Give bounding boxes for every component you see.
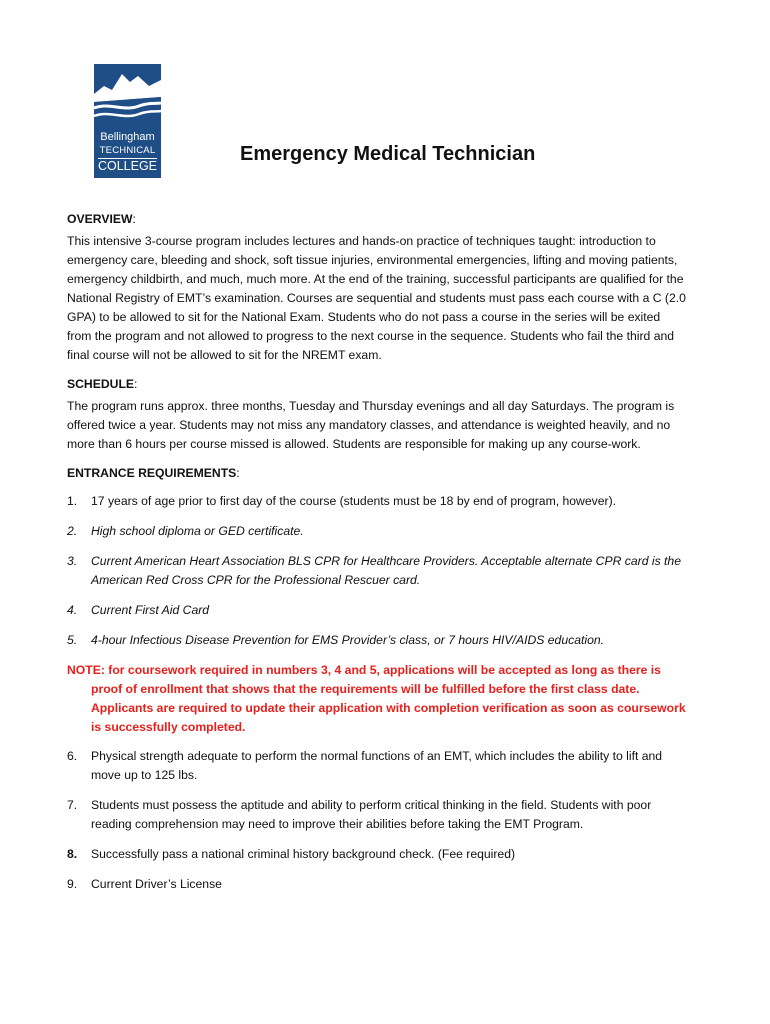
list-item-text: Current First Aid Card [91,603,210,617]
list-item [67,552,687,590]
list-item-number: 1. [67,494,78,508]
logo-text-bellingham: Bellingham [100,131,155,143]
overview-text: This intensive 3-course program includes lectures and hands-on practice of techniques taught: introduction to emergency care, bleeding and shock, soft tissue injuries, environmental emergencies, lifting and moving patients, emergency childbirth, and much, much more. At the end of the training, successful participants are qualified for the National Registry of EMT’s examination. Courses are sequential and students must pass each course with a C (2.0 GPA) to be allowed to sit for the National Exam. Students who do not pass a course in the series will be exited from the program and not allowed to progress to the next course in the sequence. Students who fail the third and final course will not be allowed to sit for the NREMT exam. [67,234,686,362]
document-body [67,210,687,905]
list-item [67,845,687,864]
list-item-text: Students must possess the aptitude and ability to perform critical thinking in the field. Students with poor reading comprehension may need to improve their abilities before taking the EMT Program. [91,798,652,831]
list-item-number: 4. [67,603,78,617]
list-item-number: 8. [67,847,78,861]
list-item-number: 2. [67,524,78,538]
overview-heading: OVERVIEW: [67,212,136,226]
list-item-number: 3. [67,554,78,568]
list-item [67,522,687,541]
logo-text-college [94,160,161,173]
list-item-text: Physical strength adequate to perform the normal functions of an EMT, which includes the ability to lift and move up to 125 lbs. [91,749,663,782]
list-item [67,631,687,650]
schedule-text: The program runs approx. three months, Tuesday and Thursday evenings and all day Saturdays. The program is offered twice a year. Students may not miss any mandatory classes, and attendance is weighted heavily, and no more than 6 hours per course missed is allowed. Students are responsible for making up any course-work. [67,399,675,451]
list-item-number: 7. [67,798,78,812]
list-item-number: 9. [67,877,78,891]
overview-heading-label: OVERVIEW [67,212,133,226]
logo-text-technical: TECHNICAL [99,145,156,156]
list-item-text: High school diploma or GED certificate. [91,524,304,538]
list-item [67,796,687,834]
list-item [67,601,687,620]
list-item [67,875,687,894]
logo-text-college-label: COLLEGE [97,159,158,173]
college-logo [94,64,161,178]
list-item-number: 5. [67,633,78,647]
list-item [67,747,687,785]
list-item-text: 17 years of age prior to first day of the course (students must be 18 by end of program, however). [91,494,617,508]
schedule-heading: SCHEDULE: [67,377,138,391]
schedule-heading-label: SCHEDULE [67,377,135,391]
list-item-text: 4-hour Infectious Disease Prevention for EMS Provider’s class, or 7 hours HIV/AIDS education. [91,633,605,647]
requirements-heading: ENTRANCE REQUIREMENTS: [67,466,240,480]
list-item-number: 6. [67,749,78,763]
enrollment-note: NOTE: for coursework required in numbers 3, 4 and 5, applications will be accepted as long as there is proof of enrollment that shows that the requirements will be fulfilled before the first class date. Applicants are required to update their application with completion verification as soon as coursework is successfully completed. [67,663,686,734]
list-item [67,492,687,511]
list-item-text: Current American Heart Association BLS CPR for Healthcare Providers. Acceptable alternate CPR card is the American Red Cross CPR for the Professional Rescuer card. [91,554,681,587]
list-item-text: Current Driver’s License [91,877,222,891]
list-item-text: Successfully pass a national criminal history background check. (Fee required) [91,847,516,861]
page-title: Emergency Medical Technician [240,143,536,165]
requirements-heading-label: ENTRANCE REQUIREMENTS [67,466,237,480]
mountain-logo-icon [94,64,161,130]
